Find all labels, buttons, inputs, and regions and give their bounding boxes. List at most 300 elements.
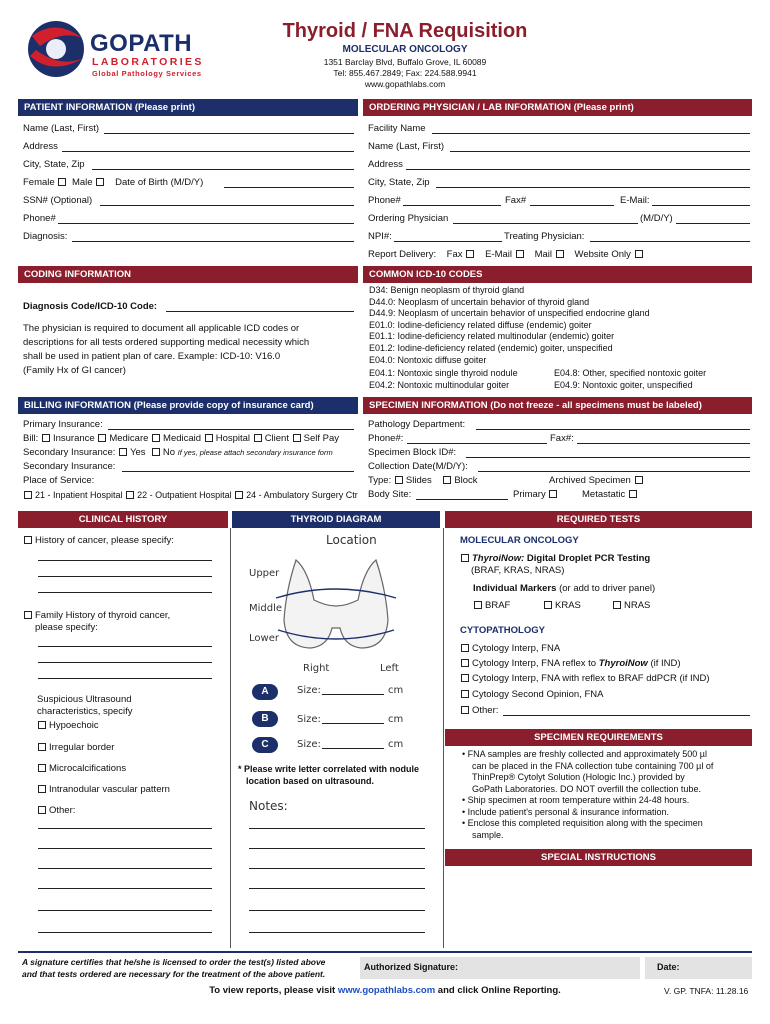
billing-heading: BILLING INFORMATION (Please provide copy of insurance card) bbox=[18, 397, 358, 414]
family-line[interactable] bbox=[38, 662, 212, 663]
history-line[interactable] bbox=[38, 576, 212, 577]
irregular-row bbox=[37, 742, 114, 754]
coding-text-2: descriptions for all tests ordered supporting medical necessity which bbox=[23, 337, 310, 348]
cytology-5-label: Other: bbox=[472, 705, 499, 716]
cm-b-label: cm bbox=[388, 714, 404, 725]
other-checkbox[interactable] bbox=[38, 806, 46, 814]
diagnosis-code-label: Diagnosis Code/ICD-10 Code: bbox=[23, 301, 158, 312]
cytology-2-label: Cytology Interp, FNA reflex to bbox=[472, 658, 597, 669]
cytology-4-checkbox[interactable] bbox=[461, 690, 469, 698]
metastatic-label: Metastatic bbox=[582, 489, 626, 500]
location-label: Location bbox=[326, 533, 377, 547]
archived-label: Archived Specimen bbox=[549, 475, 631, 486]
diagnosis-line[interactable] bbox=[72, 241, 354, 242]
notes-line[interactable] bbox=[249, 828, 425, 829]
intranodular-label: Intranodular vascular pattern bbox=[49, 784, 170, 795]
patient-name-label: Name (Last, First) bbox=[23, 123, 100, 134]
facility-label: Facility Name bbox=[368, 123, 426, 134]
secondary-insurance-row bbox=[23, 447, 333, 459]
history-label: History of cancer, please specify: bbox=[35, 535, 174, 546]
selfpay-checkbox[interactable] bbox=[293, 434, 301, 442]
requirement-item: • Enclose this completed requisition along with the specimen bbox=[462, 818, 703, 828]
cytopathology-heading: CYTOPATHOLOGY bbox=[460, 625, 545, 636]
coding-text-4: (Family Hx of GI cancer) bbox=[23, 365, 126, 376]
patient-city-row bbox=[23, 159, 85, 171]
secondary-no-label: No bbox=[162, 447, 175, 458]
requirement-item bbox=[462, 761, 713, 773]
other-line[interactable] bbox=[38, 868, 212, 869]
suspicious-label-2: characteristics, specify bbox=[37, 706, 133, 717]
requirement-text: Include patient's personal & insurance information. bbox=[467, 806, 669, 817]
client-checkbox[interactable] bbox=[254, 434, 262, 442]
size-a-line[interactable] bbox=[322, 694, 384, 695]
braf-row bbox=[473, 600, 510, 612]
icd-line: D44.0: Neoplasm of uncertain behavior of thyroid gland bbox=[369, 296, 590, 307]
mdy-row bbox=[640, 213, 673, 225]
braf-label: BRAF bbox=[485, 600, 511, 611]
clinical-history-heading: CLINICAL HISTORY bbox=[18, 511, 228, 528]
requirement-item: • Include patient's personal & insurance information. bbox=[462, 806, 669, 817]
treating-row bbox=[504, 231, 584, 243]
report-label: Report Delivery: bbox=[368, 249, 437, 260]
physician-email-line[interactable] bbox=[652, 205, 750, 206]
treating-label: Treating Physician: bbox=[504, 231, 585, 242]
cytology-2-thyroinow: ThyroiNow bbox=[598, 658, 648, 669]
cytology-other-line[interactable] bbox=[503, 715, 750, 716]
brand-sub: LABORATORIES bbox=[92, 56, 204, 68]
intranodular-row bbox=[37, 784, 170, 796]
pos-21-checkbox[interactable] bbox=[24, 491, 32, 499]
cytology-1-row bbox=[460, 643, 560, 655]
history-row bbox=[23, 535, 174, 547]
brand-name: GOPATH bbox=[90, 30, 193, 57]
primary-checkbox[interactable] bbox=[549, 490, 557, 498]
icd-line: E01.2: Iodine-deficiency related (endemic) goiter, unspecified bbox=[369, 342, 613, 353]
icd-list bbox=[369, 285, 650, 366]
kras-label: KRAS bbox=[555, 600, 581, 611]
physician-fax-row bbox=[505, 195, 526, 207]
right-label: Right bbox=[303, 663, 330, 674]
physician-city-label: City, State, Zip bbox=[368, 177, 430, 188]
cytology-2-checkbox[interactable] bbox=[461, 659, 469, 667]
physician-name-label: Name (Last, First) bbox=[368, 141, 445, 152]
selfpay-label: Self Pay bbox=[303, 433, 340, 444]
metastatic-checkbox[interactable] bbox=[629, 490, 637, 498]
hospital-label: Hospital bbox=[215, 433, 251, 444]
history-line[interactable] bbox=[38, 592, 212, 593]
primary-label: Primary bbox=[513, 489, 546, 500]
ssn-label: SSN# (Optional) bbox=[23, 195, 93, 206]
dob-label: Date of Birth (M/D/Y) bbox=[115, 177, 204, 188]
patient-address-label: Address bbox=[23, 141, 58, 152]
treating-line[interactable] bbox=[590, 241, 750, 242]
logo bbox=[22, 16, 212, 82]
cytology-2-row bbox=[460, 658, 681, 670]
page-title: Thyroid / FNA Requisition bbox=[282, 20, 528, 42]
specimen-heading: SPECIMEN INFORMATION (Do not freeze - all specimens must be labeled) bbox=[363, 397, 752, 414]
secondary-no-checkbox[interactable] bbox=[152, 448, 160, 456]
patient-name-line[interactable] bbox=[104, 133, 354, 134]
view-text-2: and click Online Reporting. bbox=[437, 985, 561, 996]
facility-row bbox=[368, 123, 426, 135]
genes-label: (BRAF, KRAS, NRAS) bbox=[471, 565, 565, 576]
certification-text-2: and that tests ordered are necessary for the treatment of the above patient. bbox=[22, 969, 326, 979]
lab-phone: Tel: 855.467.2849; Fax: 224.588.9941 bbox=[333, 68, 477, 78]
specimen-fax-line[interactable] bbox=[577, 443, 750, 444]
pos-24-checkbox[interactable] bbox=[235, 491, 243, 499]
report-fax-label: Fax bbox=[446, 249, 463, 260]
patient-address-line[interactable] bbox=[62, 151, 354, 152]
archived-row bbox=[549, 475, 646, 487]
history-line[interactable] bbox=[38, 560, 212, 561]
upper-label: Upper bbox=[249, 568, 280, 579]
ordering-row bbox=[368, 213, 448, 225]
other-line[interactable] bbox=[38, 932, 212, 933]
hypoechoic-checkbox[interactable] bbox=[38, 721, 46, 729]
medicare-label: Medicare bbox=[109, 433, 149, 444]
date-field[interactable] bbox=[645, 957, 752, 979]
ordering-line[interactable] bbox=[453, 223, 638, 224]
diagram-note-1: * Please write letter correlated with nodule bbox=[238, 764, 420, 774]
thyroid-illustration-icon bbox=[266, 550, 406, 660]
report-web-checkbox[interactable] bbox=[635, 250, 643, 258]
requirement-text: ThinPrep® Cytolyt Solution (Hologic Inc.) provided by bbox=[472, 772, 685, 782]
patient-phone-label: Phone# bbox=[23, 213, 56, 224]
icd-heading: COMMON ICD-10 CODES bbox=[363, 266, 752, 283]
medicaid-label: Medicaid bbox=[163, 433, 202, 444]
family-line[interactable] bbox=[38, 678, 212, 679]
facility-line[interactable] bbox=[432, 133, 750, 134]
other-line[interactable] bbox=[38, 848, 212, 849]
patient-info-heading: PATIENT INFORMATION (Please print) bbox=[18, 99, 358, 116]
notes-line[interactable] bbox=[249, 888, 425, 889]
nras-row bbox=[612, 600, 650, 612]
cytology-4-label: Cytology Second Opinion, FNA bbox=[472, 689, 604, 700]
npi-row bbox=[368, 231, 392, 243]
micro-checkbox[interactable] bbox=[38, 764, 46, 772]
report-email-label: E-Mail bbox=[485, 249, 512, 260]
icd-line: E04.0: Nontoxic diffuse goiter bbox=[369, 354, 487, 365]
physician-fax-label: Fax# bbox=[505, 195, 527, 206]
requirement-item: • FNA samples are freshly collected and approximately 500 µl bbox=[462, 749, 707, 759]
slides-label: Slides bbox=[405, 475, 432, 486]
thyroinow-label: ThyroiNow: bbox=[472, 553, 525, 564]
place-of-service-label: Place of Service: bbox=[23, 475, 95, 486]
hypoechoic-label: Hypoechoic bbox=[49, 720, 99, 731]
report-delivery-row bbox=[368, 249, 646, 261]
secondary-insurance-2-line[interactable] bbox=[122, 471, 354, 472]
notes-line[interactable] bbox=[249, 910, 425, 911]
report-mail-checkbox[interactable] bbox=[556, 250, 564, 258]
patient-address-row bbox=[23, 141, 58, 153]
icd-line: E01.0: Iodine-deficiency related diffuse (endemic) goiter bbox=[369, 319, 592, 330]
insurance-checkbox[interactable] bbox=[42, 434, 50, 442]
requirement-text: FNA samples are freshly collected and approximately 500 µl bbox=[467, 749, 707, 759]
special-instructions-area[interactable] bbox=[445, 867, 752, 947]
lab-website: www.gopathlabs.com bbox=[364, 79, 446, 89]
irregular-label: Irregular border bbox=[49, 742, 115, 753]
intranodular-checkbox[interactable] bbox=[38, 785, 46, 793]
family-checkbox[interactable] bbox=[24, 611, 32, 619]
secondary-yes-label: Yes bbox=[130, 447, 146, 458]
molecular-oncology-heading: MOLECULAR ONCOLOGY bbox=[460, 535, 579, 546]
notes-label: Notes: bbox=[249, 799, 288, 813]
cytology-4-row bbox=[460, 689, 603, 701]
physician-name-line[interactable] bbox=[450, 151, 750, 152]
secondary-insurance-label: Secondary Insurance: bbox=[23, 447, 116, 458]
physician-info-heading: ORDERING PHYSICIAN / LAB INFORMATION (Please print) bbox=[363, 99, 752, 116]
notes-line[interactable] bbox=[249, 932, 425, 933]
coding-text-1: The physician is required to document all applicable ICD codes or bbox=[23, 323, 300, 334]
body-site-line[interactable] bbox=[416, 499, 508, 500]
pos-21-label: 21 - Inpatient Hospital bbox=[35, 490, 123, 500]
icd-line: E01.1: Iodine-deficiency related multinodular (endemic) goiter bbox=[369, 331, 615, 342]
report-email-checkbox[interactable] bbox=[516, 250, 524, 258]
other-line[interactable] bbox=[38, 910, 212, 911]
size-b-label: Size: bbox=[297, 714, 321, 725]
secondary-insurance-2-label: Secondary Insurance: bbox=[23, 461, 116, 472]
place-of-service-row bbox=[23, 489, 358, 501]
physician-phone-row bbox=[368, 195, 401, 207]
physician-address-label: Address bbox=[368, 159, 403, 170]
hospital-checkbox[interactable] bbox=[205, 434, 213, 442]
coding-text-3: shall be used in patient plan of care. Example: ICD-10: V16.0 bbox=[23, 351, 281, 362]
collection-date-line[interactable] bbox=[478, 471, 750, 472]
nodule-a-badge: A bbox=[252, 684, 278, 700]
female-checkbox[interactable] bbox=[58, 178, 66, 186]
ssn-row bbox=[23, 195, 92, 207]
physician-fax-line[interactable] bbox=[530, 205, 614, 206]
family-label-2: please specify: bbox=[35, 622, 98, 633]
cm-a-label: cm bbox=[388, 685, 404, 696]
specimen-fax-label: Fax#: bbox=[550, 433, 574, 444]
individual-label: Individual Markers bbox=[473, 583, 557, 594]
requirement-text: can be placed in the FNA collection tube containing 700 µl of bbox=[472, 760, 714, 771]
physician-city-line[interactable] bbox=[436, 187, 750, 188]
cytology-5-checkbox[interactable] bbox=[461, 706, 469, 714]
other-line[interactable] bbox=[38, 888, 212, 889]
other-line[interactable] bbox=[38, 828, 212, 829]
nras-label: NRAS bbox=[624, 600, 651, 611]
thyroid-diagram-heading: THYROID DIAGRAM bbox=[232, 511, 440, 528]
online-reporting-text bbox=[0, 985, 770, 997]
family-line[interactable] bbox=[38, 646, 212, 647]
version-label: V. GP. TNFA: 11.28.16 bbox=[664, 986, 749, 996]
cytology-3-label: Cytology Interp, FNA with reflex to BRAF ddPCR (if IND) bbox=[472, 673, 710, 684]
gender-dob-row bbox=[23, 177, 203, 189]
patient-city-label: City, State, Zip bbox=[23, 159, 85, 170]
micro-row bbox=[37, 763, 126, 775]
cytology-2-ind: (if IND) bbox=[650, 658, 681, 669]
notes-line[interactable] bbox=[249, 868, 425, 869]
npi-line[interactable] bbox=[394, 241, 502, 242]
physician-phone-line[interactable] bbox=[403, 205, 501, 206]
pos-22-checkbox[interactable] bbox=[126, 491, 134, 499]
brand-tagline: Global Pathology Services bbox=[92, 69, 202, 78]
male-label: Male bbox=[71, 177, 93, 188]
body-site-label: Body Site: bbox=[368, 489, 412, 500]
client-label: Client bbox=[264, 433, 289, 444]
requirement-item bbox=[462, 772, 713, 784]
block-id-line[interactable] bbox=[466, 457, 750, 458]
collection-date-label: Collection Date(M/D/Y): bbox=[368, 461, 468, 472]
physician-address-row bbox=[368, 159, 403, 171]
medicaid-checkbox[interactable] bbox=[152, 434, 160, 442]
primary-insurance-label: Primary Insurance: bbox=[23, 419, 103, 430]
diagnosis-row bbox=[23, 231, 67, 243]
thyroinow-checkbox[interactable] bbox=[461, 554, 469, 562]
size-a-label: Size: bbox=[297, 685, 321, 696]
icd-line: E04.9: Nontoxic goiter, unspecified bbox=[554, 380, 693, 390]
footer-rule bbox=[18, 951, 752, 953]
middle-label: Middle bbox=[249, 603, 283, 614]
hypoechoic-row bbox=[37, 720, 99, 732]
nodule-c-badge: C bbox=[252, 737, 278, 753]
date-label: Date: bbox=[657, 962, 680, 972]
insurance-label: Insurance bbox=[52, 433, 95, 444]
archived-checkbox[interactable] bbox=[635, 476, 643, 484]
pos-22-label: 22 - Outpatient Hospital bbox=[137, 490, 232, 500]
lower-label: Lower bbox=[249, 633, 279, 644]
bill-label: Bill: bbox=[23, 433, 39, 444]
medicare-checkbox[interactable] bbox=[98, 434, 106, 442]
column-divider bbox=[443, 528, 444, 948]
dob-line[interactable] bbox=[224, 187, 354, 188]
block-checkbox[interactable] bbox=[443, 476, 451, 484]
ordering-label: Ordering Physician bbox=[368, 213, 449, 224]
secondary-yes-checkbox[interactable] bbox=[119, 448, 127, 456]
page-subtitle: MOLECULAR ONCOLOGY bbox=[342, 44, 468, 55]
icd-line: E04.2: Nontoxic multinodular goiter bbox=[369, 380, 510, 390]
requirement-item bbox=[462, 830, 713, 842]
irregular-checkbox[interactable] bbox=[38, 743, 46, 751]
requirement-text: GoPath Laboratories. DO NOT overfill the collection tube. bbox=[472, 783, 701, 794]
nodule-b-badge: B bbox=[252, 711, 278, 727]
icd-line: D44.9: Neoplasm of uncertain behavior of unspecified endocrine gland bbox=[369, 308, 650, 319]
driver-label: (or add to driver panel) bbox=[559, 583, 656, 594]
special-instructions-heading: SPECIAL INSTRUCTIONS bbox=[445, 849, 752, 866]
coding-heading: CODING INFORMATION bbox=[18, 266, 358, 283]
specimen-requirements-heading: SPECIMEN REQUIREMENTS bbox=[445, 729, 752, 746]
icd-line: D34: Benign neoplasm of thyroid gland bbox=[369, 285, 525, 295]
cytology-3-row bbox=[460, 673, 710, 685]
diagram-note-2: location based on ultrasound. bbox=[246, 776, 375, 786]
icd-line: E04.1: Nontoxic single thyroid nodule bbox=[369, 368, 518, 378]
requirement-text: Enclose this completed requisition along with the specimen bbox=[467, 818, 703, 828]
view-text: To view reports, please visit bbox=[209, 985, 336, 996]
column-divider bbox=[230, 528, 231, 948]
physician-phone-label: Phone# bbox=[368, 195, 401, 206]
female-label: Female bbox=[23, 177, 55, 188]
ddpcr-label: Digital Droplet PCR Testing bbox=[526, 553, 651, 564]
size-b-line[interactable] bbox=[322, 723, 384, 724]
icd-line: E04.8: Other, specified nontoxic goiter bbox=[554, 368, 707, 378]
diagnosis-code-line[interactable] bbox=[166, 311, 354, 312]
secondary-note: If yes, please attach secondary insurance form bbox=[177, 448, 333, 457]
male-checkbox[interactable] bbox=[96, 178, 104, 186]
left-label: Left bbox=[380, 663, 399, 674]
individual-markers-row bbox=[473, 583, 655, 595]
suspicious-label-1: Suspicious Ultrasound bbox=[37, 694, 132, 705]
block-label: Block bbox=[454, 475, 478, 486]
patient-name-row[interactable] bbox=[23, 123, 99, 135]
requirement-item: • Ship specimen at room temperature within 24-48 hours. bbox=[462, 795, 690, 805]
requirement-item bbox=[462, 784, 713, 796]
physician-name-row bbox=[368, 141, 444, 153]
npi-label: NPI#: bbox=[368, 231, 392, 242]
certification-text-1: A signature certifies that he/she is licensed to order the test(s) listed above bbox=[22, 957, 326, 967]
diagnosis-label: Diagnosis: bbox=[23, 231, 68, 242]
requirement-text: Ship specimen at room temperature within 24-48 hours. bbox=[467, 795, 690, 805]
type-label: Type: bbox=[368, 475, 392, 486]
specimen-phone-line[interactable] bbox=[407, 443, 547, 444]
cm-c-label: cm bbox=[388, 739, 404, 750]
braf-checkbox[interactable] bbox=[474, 601, 482, 609]
nras-checkbox[interactable] bbox=[613, 601, 621, 609]
primary-insurance-line[interactable] bbox=[108, 429, 354, 430]
micro-label: Microcalcifications bbox=[49, 763, 127, 774]
history-checkbox[interactable] bbox=[24, 536, 32, 544]
signature-label: Authorized Signature: bbox=[364, 962, 458, 972]
cytology-3-checkbox[interactable] bbox=[461, 674, 469, 682]
physician-city-row bbox=[368, 177, 430, 189]
cytology-1-label: Cytology Interp, FNA bbox=[472, 643, 561, 654]
pathology-dept-label: Pathology Department: bbox=[368, 419, 466, 430]
metastatic-row bbox=[582, 489, 640, 501]
specimen-phone-label: Phone#: bbox=[368, 433, 404, 444]
globe-logo-icon bbox=[22, 16, 94, 82]
bill-row bbox=[23, 433, 339, 445]
report-web-label: Website Only bbox=[574, 249, 631, 260]
type-row bbox=[368, 475, 478, 487]
website-link[interactable]: www.gopathlabs.com bbox=[337, 985, 436, 996]
ssn-line[interactable] bbox=[100, 205, 354, 206]
family-row bbox=[23, 610, 170, 622]
signature-field[interactable] bbox=[360, 957, 640, 979]
mdy-label: (M/D/Y) bbox=[640, 213, 673, 224]
notes-line[interactable] bbox=[249, 848, 425, 849]
physician-email-label: E-Mail: bbox=[620, 195, 650, 206]
patient-city-line[interactable] bbox=[92, 169, 354, 170]
physician-email-row bbox=[620, 195, 650, 207]
pos-24-label: 24 - Ambulatory Surgery Ctr bbox=[246, 490, 358, 500]
family-label-1: Family History of thyroid cancer, bbox=[35, 610, 171, 621]
physician-address-line[interactable] bbox=[406, 169, 750, 170]
mdy-line[interactable] bbox=[676, 223, 750, 224]
kras-checkbox[interactable] bbox=[544, 601, 552, 609]
report-mail-label: Mail bbox=[534, 249, 552, 260]
kras-row bbox=[543, 600, 581, 612]
requirements-list bbox=[462, 749, 713, 841]
pathology-dept-line[interactable] bbox=[476, 429, 750, 430]
required-tests-heading: REQUIRED TESTS bbox=[445, 511, 752, 528]
other-label: Other: bbox=[49, 805, 76, 816]
requirement-text: sample. bbox=[472, 829, 504, 840]
patient-phone-row bbox=[23, 213, 56, 225]
lab-address: 1351 Barclay Blvd, Buffalo Grove, IL 60089 bbox=[323, 57, 487, 67]
primary-row bbox=[513, 489, 560, 501]
block-id-label: Specimen Block ID#: bbox=[368, 447, 457, 458]
report-fax-checkbox[interactable] bbox=[466, 250, 474, 258]
patient-phone-line[interactable] bbox=[58, 223, 354, 224]
cytology-1-checkbox[interactable] bbox=[461, 644, 469, 652]
cytology-5-row bbox=[460, 705, 498, 717]
size-c-line[interactable] bbox=[322, 748, 384, 749]
slides-checkbox[interactable] bbox=[395, 476, 403, 484]
size-c-label: Size: bbox=[297, 739, 321, 750]
other-row bbox=[37, 805, 75, 817]
thyroinow-row bbox=[460, 553, 650, 565]
